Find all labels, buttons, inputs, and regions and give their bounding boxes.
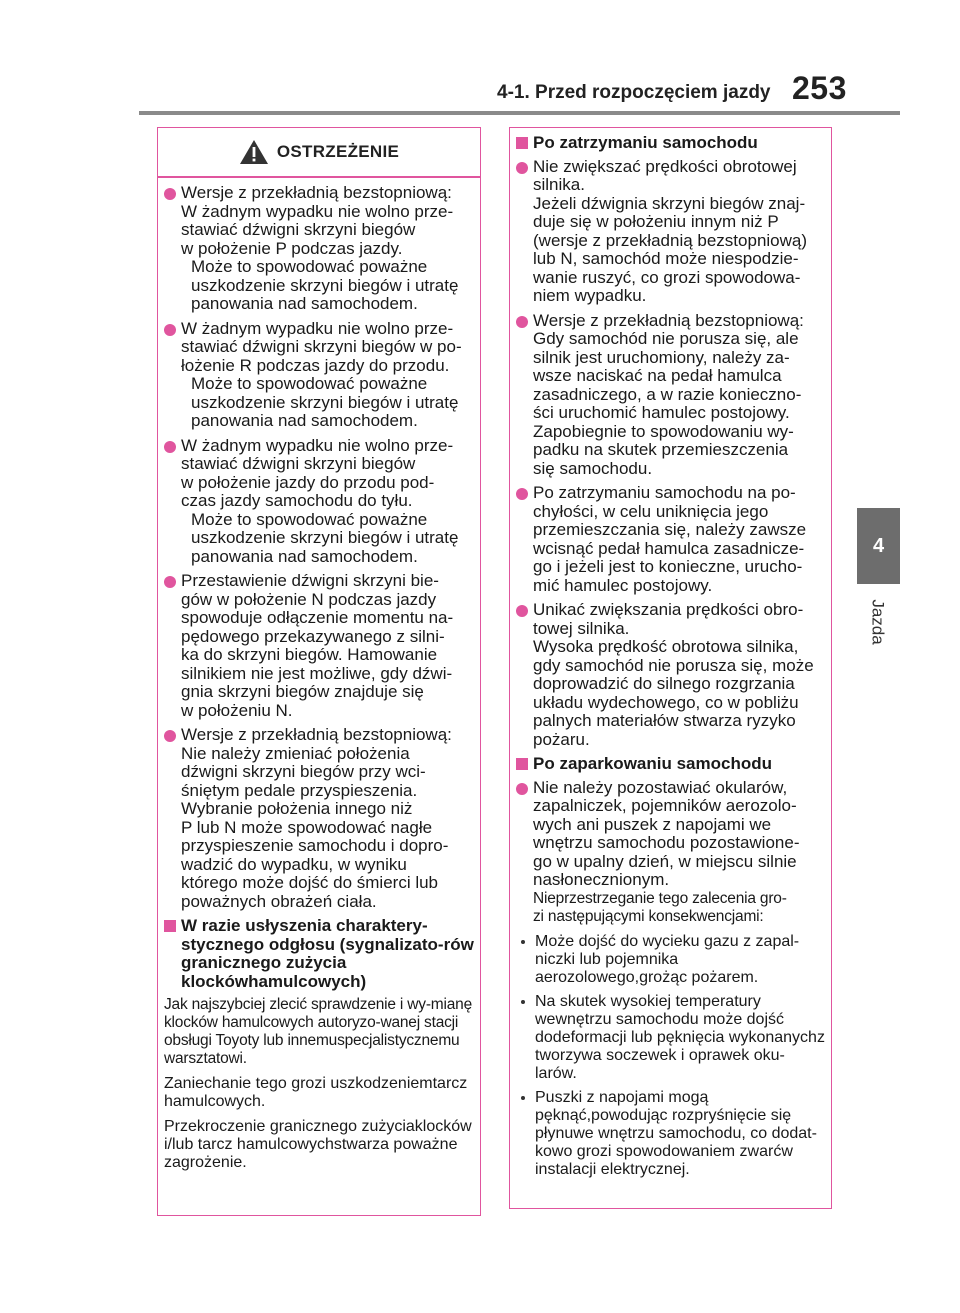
- after-parking-title: Po zaparkowaniu samochodu: [533, 754, 772, 773]
- text-line: spowoduje odłączenie momentu na-: [181, 608, 454, 627]
- page-number: 253: [792, 70, 847, 106]
- text-line: Nie zwiększać prędkości obrotowej: [533, 156, 797, 176]
- text-line: wnętrzu samochodu pozostawione-: [533, 833, 800, 852]
- after-stop-item: [516, 484, 825, 595]
- text-line: poważnych obrażeń ciała.: [181, 891, 377, 911]
- bullet-dot-icon: [164, 730, 176, 742]
- text-line: (wersje z przekładnią bezstopniową): [533, 230, 808, 250]
- text-line: wanej stacji obsługi Toyoty lub innemu: [164, 1014, 459, 1049]
- text-line: Wersje z przekładnią bezstopniową:: [181, 183, 452, 202]
- square-bullet-icon: [516, 137, 528, 149]
- warning-item-consequence: [181, 258, 474, 314]
- text-line: P lub N może spowodować nagłe: [181, 817, 433, 837]
- text-line: Wysoka prędkość obrotowa silnika,: [533, 637, 799, 656]
- text-line: larów.: [535, 1064, 577, 1082]
- text-line: Jak najszybciej zlecić sprawdzenie i wy-: [164, 996, 431, 1013]
- text-line: padku na skutek przemieszczenia: [533, 440, 789, 459]
- text-line: gdy samochód nie porusza się, może: [533, 655, 814, 675]
- text-line: z tworzywa soczewek i oprawek oku-: [535, 1028, 825, 1064]
- text-line: W razie usłyszenia charaktery-: [181, 916, 428, 935]
- text-line: wych ani puszek z napojami we: [533, 814, 772, 834]
- text-line: rów granicznego zużycia klocków: [181, 934, 474, 991]
- text-line: stycznego odgłosu (sygnalizato-: [181, 934, 444, 954]
- text-line: niczki lub pojemnika aerozolowego,: [535, 950, 679, 986]
- after-stop-item: [516, 601, 825, 749]
- warning-item: [164, 184, 474, 314]
- text-line: uszkodzenie skrzyni biegów i utratę: [191, 392, 459, 412]
- text-line: w położenie jazdy do przodu pod-: [181, 472, 435, 492]
- bullet-dot-icon: [521, 1000, 525, 1004]
- warning-item: [164, 572, 474, 720]
- text-line: panowania nad samochodem.: [191, 411, 418, 430]
- text-line: silnikiem nie jest możliwe, gdy dźwi-: [181, 663, 453, 683]
- text-line: pędowego przekazywanego z silni-: [181, 626, 445, 646]
- text-line: dźwigni skrzyni biegów przy wci-: [181, 762, 426, 781]
- bullet-dot-icon: [164, 324, 176, 336]
- bullet-dot-icon: [521, 940, 525, 944]
- bullet-dot-icon: [164, 576, 176, 588]
- text-line: deformacji lub pęknięcia wykonanych: [552, 1028, 817, 1046]
- text-line: wadzić do wypadku, w wyniku: [181, 854, 407, 874]
- brake-paragraph: [164, 1118, 474, 1172]
- text-line: towej silnika.: [533, 618, 630, 638]
- text-line: w położenie P podczas jazdy.: [181, 238, 403, 258]
- brake-paragraph: [164, 996, 474, 1068]
- text-line: Może to spowodować poważne: [191, 257, 428, 276]
- text-line: silnik jest uruchomiony, należy za-: [533, 347, 790, 367]
- text-line: Wybranie położenia innego niż: [181, 799, 413, 818]
- after-parking-item: [516, 779, 825, 927]
- text-line: Po zatrzymaniu samochodu na po-: [533, 483, 796, 502]
- warning-item-consequence: [181, 375, 474, 431]
- text-line: gnia skrzyni biegów znajduje się: [181, 682, 424, 701]
- text-line: niem wypadku.: [533, 286, 647, 305]
- text-line: śniętym pedale przyspieszenia.: [181, 780, 418, 800]
- consequence-bullet: [516, 1089, 825, 1179]
- text-line: tarcz hamulcowych.: [164, 1075, 468, 1110]
- text-line: stwarza poważne zagrożenie.: [164, 1136, 458, 1171]
- text-line: Unikać zwiększania prędkości obro-: [533, 600, 804, 619]
- text-line: łożenie R podczas jazdy do przodu.: [181, 355, 450, 375]
- text-line: nasłonecznionym.: [533, 870, 670, 889]
- chapter-name: Jazda: [869, 599, 888, 645]
- bullet-dot-icon: [516, 488, 528, 500]
- text-line: Przekroczenie granicznego zużycia: [164, 1118, 415, 1135]
- brake-paragraph: [164, 1075, 474, 1111]
- chapter-tab: [857, 508, 900, 584]
- text-line: hamulcowych): [248, 971, 367, 991]
- text-line: zapalniczek, pojemników aerozolo-: [533, 796, 797, 815]
- after-parking-heading: [516, 755, 825, 774]
- section-title: 4-1. Przed rozpoczęciem jazdy: [497, 82, 771, 103]
- text-line: Może to spowodować poważne: [191, 374, 428, 393]
- text-line: specjalistycznemu warsztatowi.: [164, 1032, 460, 1067]
- header-divider: [139, 111, 900, 115]
- text-line: Nie należy zmieniać położenia: [181, 743, 410, 763]
- text-line: grożąc pożarem.: [639, 968, 759, 986]
- text-line: stawiać dźwigni skrzyni biegów: [181, 454, 416, 473]
- after-stop-item: [516, 158, 825, 306]
- text-line: Przestawienie dźwigni skrzyni bie-: [181, 571, 439, 590]
- warning-content: [164, 184, 474, 1179]
- text-line: wanie ruszyć, co grozi spowodowa-: [533, 267, 801, 287]
- after-stop-title: Po zatrzymaniu samochodu: [533, 133, 758, 152]
- consequence-bullet: [516, 933, 825, 987]
- text-line: Na skutek wysokiej temperatury we: [535, 992, 761, 1028]
- text-line: powodując rozpryśnięcie się płynu: [535, 1106, 792, 1142]
- text-line: W żadnym wypadku nie wolno prze-: [181, 318, 454, 338]
- text-line: Gdy samochód nie porusza się, ale: [533, 329, 799, 348]
- text-line: chyłości, w celu uniknięcia jego: [533, 501, 769, 521]
- text-line: przemieszczania się, należy zawsze: [533, 520, 807, 539]
- text-line: Wersje z przekładnią bezstopniową:: [533, 310, 804, 330]
- text-line: panowania nad samochodem.: [191, 546, 418, 566]
- text-line: uszkodzenie skrzyni biegów i utratę: [191, 275, 459, 295]
- text-line: stawiać dźwigni skrzyni biegów w po-: [181, 337, 462, 356]
- text-line: Zaniechanie tego grozi uszkodzeniem: [164, 1075, 433, 1092]
- text-line: w instalacji elektrycznej.: [535, 1142, 793, 1178]
- text-line: Nieprzestrzeganie tego zalecenia gro-: [533, 889, 787, 907]
- text-line: Zapobiegnie to spowodowaniu wy-: [533, 421, 794, 441]
- text-line: Może to spowodować poważne: [191, 509, 428, 529]
- text-line: W żadnym wypadku nie wolno prze-: [181, 201, 454, 221]
- text-line: mić hamulec postojowy.: [533, 575, 713, 595]
- consequence-bullet: [516, 993, 825, 1083]
- text-line: silnika.: [533, 175, 585, 194]
- text-line: palnych materiałów stwarza ryzyko: [533, 711, 796, 730]
- text-line: panowania nad samochodem.: [191, 294, 418, 313]
- square-bullet-icon: [516, 758, 528, 770]
- text-line: zasadniczego, a w razie konieczno-: [533, 384, 802, 404]
- text-line: doprowadzić do silnego rozgrzania: [533, 674, 795, 693]
- brake-wear-heading: [164, 917, 474, 991]
- warning-item: [164, 320, 474, 431]
- text-line: we wnętrzu samochodu, co dodat-: [573, 1124, 817, 1142]
- warning-box: [157, 127, 481, 1216]
- text-line: W żadnym wypadku nie wolno prze-: [181, 435, 454, 455]
- text-line: ści uruchomić hamulec postojowy.: [533, 403, 790, 422]
- warning-header: [158, 128, 480, 176]
- text-line: układu wydechowego, co w pobliżu: [533, 692, 799, 712]
- text-line: się samochodu.: [533, 458, 653, 478]
- text-line: mianę klocków hamulcowych autoryzo-: [164, 996, 473, 1031]
- text-line: przyspieszenie samochodu i dopro-: [181, 836, 449, 855]
- text-line: czas jazdy samochodu do tyłu.: [181, 491, 413, 510]
- text-line: ka do skrzyni biegów. Hamowanie: [181, 645, 438, 664]
- after-stop-item: [516, 312, 825, 479]
- text-line: wnętrzu samochodu może dojść do: [535, 1010, 785, 1046]
- text-line: Jeżeli dźwignia skrzyni biegów znaj-: [533, 193, 806, 213]
- text-line: zi następującymi konsekwencjami:: [533, 908, 764, 925]
- text-line: uszkodzenie skrzyni biegów i utratę: [191, 528, 459, 547]
- text-line: go w upalny dzień, w miejscu silnie: [533, 851, 797, 871]
- text-line: wcisnąć pedał hamulca zasadnicze-: [533, 538, 805, 558]
- warning-title: OSTRZEŻENIE: [276, 142, 400, 161]
- warning-header-divider: [158, 176, 480, 178]
- bullet-dot-icon: [164, 441, 176, 453]
- text-line: klocków i/lub tarcz hamulcowych: [164, 1118, 472, 1153]
- square-bullet-icon: [164, 920, 176, 932]
- warning-item: [164, 726, 474, 911]
- text-line: lub N, samochód może niespodzie-: [533, 249, 799, 268]
- text-line: Nie należy pozostawiać okularów,: [533, 777, 788, 797]
- text-line: w położeniu N.: [181, 700, 293, 720]
- warning-triangle-icon: [239, 139, 269, 165]
- chapter-number: 4: [872, 534, 885, 557]
- info-box: [509, 127, 832, 1209]
- chapter-label: [856, 592, 900, 652]
- text-line: którego może dojść do śmierci lub: [181, 873, 439, 892]
- text-line: stawiać dźwigni skrzyni biegów: [181, 220, 416, 239]
- bullet-dot-icon: [516, 316, 528, 328]
- text-line: Może dojść do wycieku gazu z zapal-: [535, 932, 800, 950]
- warning-item-consequence: [181, 511, 474, 567]
- bullet-dot-icon: [516, 162, 528, 174]
- text-line: pożaru.: [533, 729, 590, 749]
- warning-item: [164, 437, 474, 567]
- text-line: kowo grozi spowodowaniem zwarć: [535, 1142, 782, 1160]
- text-line: wsze naciskać na pedał hamulca: [533, 366, 782, 385]
- text-line: duje się w położeniu innym niż P: [533, 212, 779, 231]
- text-line: Puszki z napojami mogą pęknąć,: [535, 1088, 709, 1124]
- text-line: go i jeżeli jest to konieczne, urucho-: [533, 557, 803, 576]
- after-stop-heading: [516, 134, 825, 153]
- bullet-dot-icon: [164, 188, 176, 200]
- info-content: [516, 134, 825, 1185]
- bullet-dot-icon: [516, 783, 528, 795]
- bullet-dot-icon: [516, 605, 528, 617]
- bullet-dot-icon: [521, 1096, 525, 1100]
- text-line: gów w położenie N podczas jazdy: [181, 589, 437, 609]
- text-line: Wersje z przekładnią bezstopniową:: [181, 725, 452, 744]
